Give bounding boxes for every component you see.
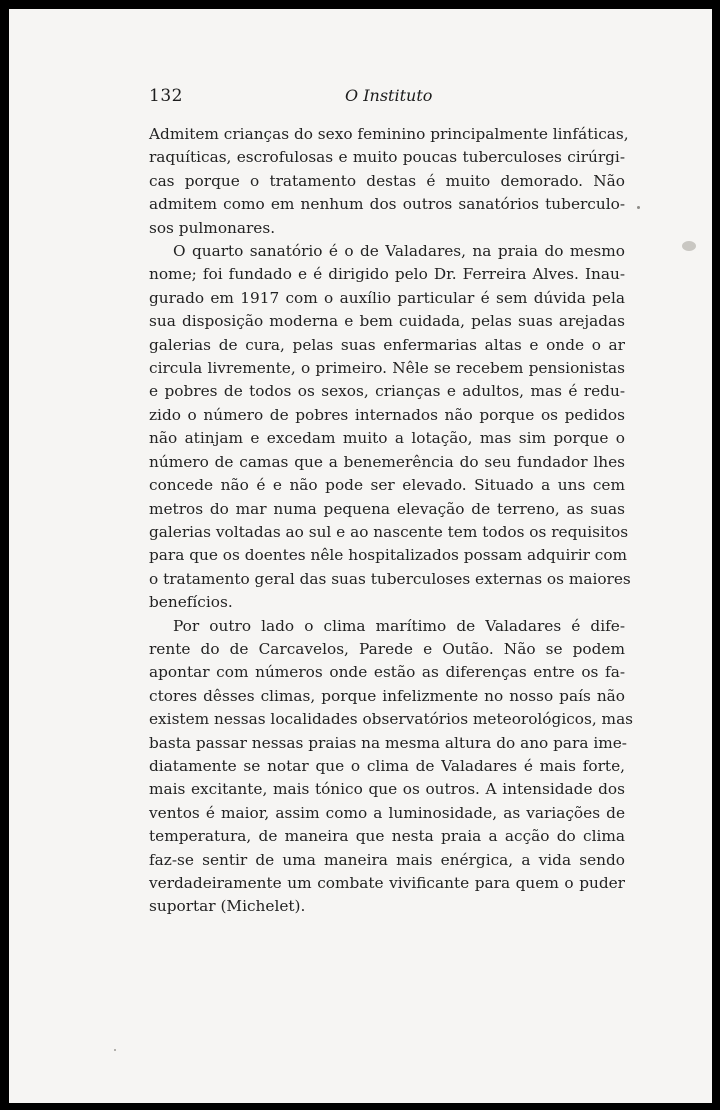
text-line: concede não é e não pode ser elevado. Situado a uns cem <box>149 476 625 495</box>
text-line: raquíticas, escrofulosas e muito poucas tuberculoses cirúrgi- <box>149 148 625 167</box>
text-line: admitem como em nenhum dos outros sanatórios tuberculo- <box>149 195 625 214</box>
text-line: ventos é maior, assim como a luminosidade, as variações de <box>149 803 625 822</box>
body-text <box>149 123 634 919</box>
text-line: e pobres de todos os sexos, crianças e adultos, mas é redu- <box>149 382 625 401</box>
text-line: verdadeiramente um combate vivificante para quem o puder <box>149 874 625 892</box>
text-line: apontar com números onde estão as diferenças entre os fa- <box>149 663 625 682</box>
text-line: galerias de cura, pelas suas enfermarias altas e onde o ar <box>149 335 625 354</box>
text-line: suportar (Michelet). <box>149 897 306 916</box>
page-header <box>149 86 639 110</box>
text-line: benefícios. <box>149 593 233 612</box>
text-line: faz-se sentir de uma maneira mais enérgica, a vida sendo <box>149 850 625 869</box>
running-title: O Instituto <box>345 86 433 105</box>
page-number: 132 <box>149 86 183 106</box>
text-line: existem nessas localidades observatórios meteorológicos, mas <box>149 710 634 729</box>
text-line: temperatura, de maneira que nesta praia a acção do clima <box>149 827 625 846</box>
text-line: cas porque o tratamento destas é muito demorado. Não <box>149 171 625 190</box>
text-line: diatamente se notar que o clima de Valadares é mais forte, <box>149 756 625 775</box>
text-line: número de camas que a benemerência do seu fundador lhes <box>149 452 625 471</box>
text-line: galerias voltadas ao sul e ao nascente tem todos os requisitos <box>149 522 629 541</box>
text-line: circula livremente, o primeiro. Nêle se recebem pensionistas <box>149 359 625 378</box>
paper-speck <box>637 206 640 209</box>
paper-speck <box>682 241 696 251</box>
text-line: Admitem crianças do sexo feminino principalmente linfáticas, <box>149 125 629 143</box>
text-line: basta passar nessas praias na mesma altura do ano para ime- <box>149 733 627 752</box>
paper-speck <box>114 1049 116 1051</box>
text-line: gurado em 1917 com o auxílio particular é sem dúvida pela <box>149 288 625 307</box>
text-line: rente do de Carcavelos, Parede e Outão. Não se podem <box>149 639 625 658</box>
text-line: nome; foi fundado e é dirigido pelo Dr. Ferreira Alves. Inau- <box>149 265 625 284</box>
text-line: o tratamento geral das suas tuberculoses externas os maiores <box>149 569 631 588</box>
text-line: sos pulmonares. <box>149 218 276 237</box>
text-line: sua disposição moderna e bem cuidada, pelas suas arejadas <box>149 312 625 331</box>
book-page <box>9 9 712 1103</box>
text-line: Por outro lado o clima marítimo de Valadares é dife- <box>173 616 625 635</box>
text-line: ctores dêsses climas, porque infelizmente no nosso país não <box>149 686 625 705</box>
text-line: O quarto sanatório é o de Valadares, na praia do mesmo <box>173 242 625 261</box>
text-line: para que os doentes nêle hospitalizados possam adquirir com <box>149 546 628 565</box>
text-line: metros do mar numa pequena elevação de terreno, as suas <box>149 499 625 518</box>
text-line: não atinjam e excedam muito a lotação, mas sim porque o <box>149 429 625 448</box>
text-line: mais excitante, mais tónico que os outros. A intensidade dos <box>149 780 625 799</box>
text-line: zido o número de pobres internados não porque os pedidos <box>149 405 625 424</box>
